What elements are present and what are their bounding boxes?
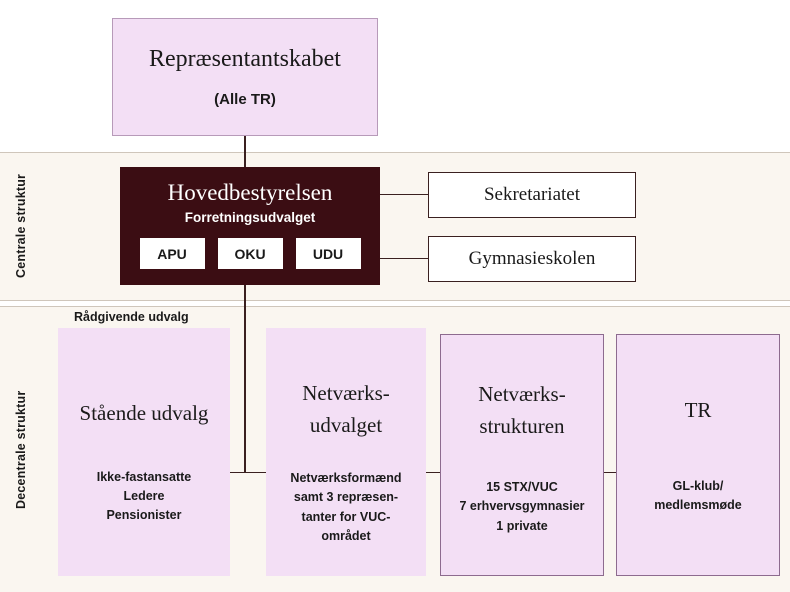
node-sekretariatet[interactable] [428,172,636,218]
connector-struktur-tr [604,472,616,473]
netvaerksudvalget-title: Netværks- udvalget [302,381,390,437]
sekretariatet-title: Sekretariatet [483,184,580,205]
connector-to-staaende [230,472,266,473]
node-netvaerksudvalget[interactable] [266,328,426,576]
connector-hb-to-sekretariat [380,194,428,195]
label-raadgivende-udvalg: Rådgivende udvalg [74,310,189,324]
node-tr[interactable] [616,334,780,576]
divider-top [0,152,790,153]
axis-label-central: Centrale struktur [14,173,28,279]
node-hovedbestyrelsen[interactable] [120,167,380,285]
chip-oku[interactable]: OKU [218,238,283,269]
band-central-background [0,152,790,300]
hovedbestyrelsen-title: Hovedbestyrelsen [167,180,333,205]
connector-netv-udvalg-struktur [426,472,440,473]
tr-title: TR [684,398,712,422]
divider-decentral-top [0,306,790,307]
gymnasieskolen-title: Gymnasieskolen [468,248,596,269]
node-staaende-udvalg[interactable] [58,328,230,576]
repraesentantskabet-title: Repræsentantskabet [149,46,341,72]
staaende-udvalg-title: Stående udvalg [79,401,209,425]
chip-udu[interactable]: UDU [296,238,361,269]
connector-hb-down [244,285,246,473]
connector-hb-to-gymnasieskolen [380,258,428,259]
netvaerksstrukturen-body: 15 STX/VUC 7 erhvervsgymnasier 1 private [459,480,585,533]
netvaerksudvalget-body: Netværksformænd samt 3 repræsen- tanter for VUC- området [290,471,402,544]
node-netvaerksstrukturen[interactable] [440,334,604,576]
axis-label-decentral: Decentrale struktur [14,390,28,510]
tr-body: GL-klub/ medlemsmøde [654,478,742,512]
connector-rep-to-hb [244,136,246,167]
divider-middle [0,300,790,301]
netvaerksstrukturen-title: Netværks- strukturen [478,382,566,438]
hovedbestyrelsen-committees [140,238,361,269]
node-repraesentantskabet[interactable] [112,18,378,136]
node-gymnasieskolen[interactable] [428,236,636,282]
staaende-udvalg-body: Ikke-fastansatte Ledere Pensionister [96,469,192,523]
chip-apu[interactable]: APU [140,238,205,269]
hovedbestyrelsen-subtitle: Forretningsudvalget [184,210,316,225]
repraesentantskabet-subtitle: (Alle TR) [214,91,276,108]
